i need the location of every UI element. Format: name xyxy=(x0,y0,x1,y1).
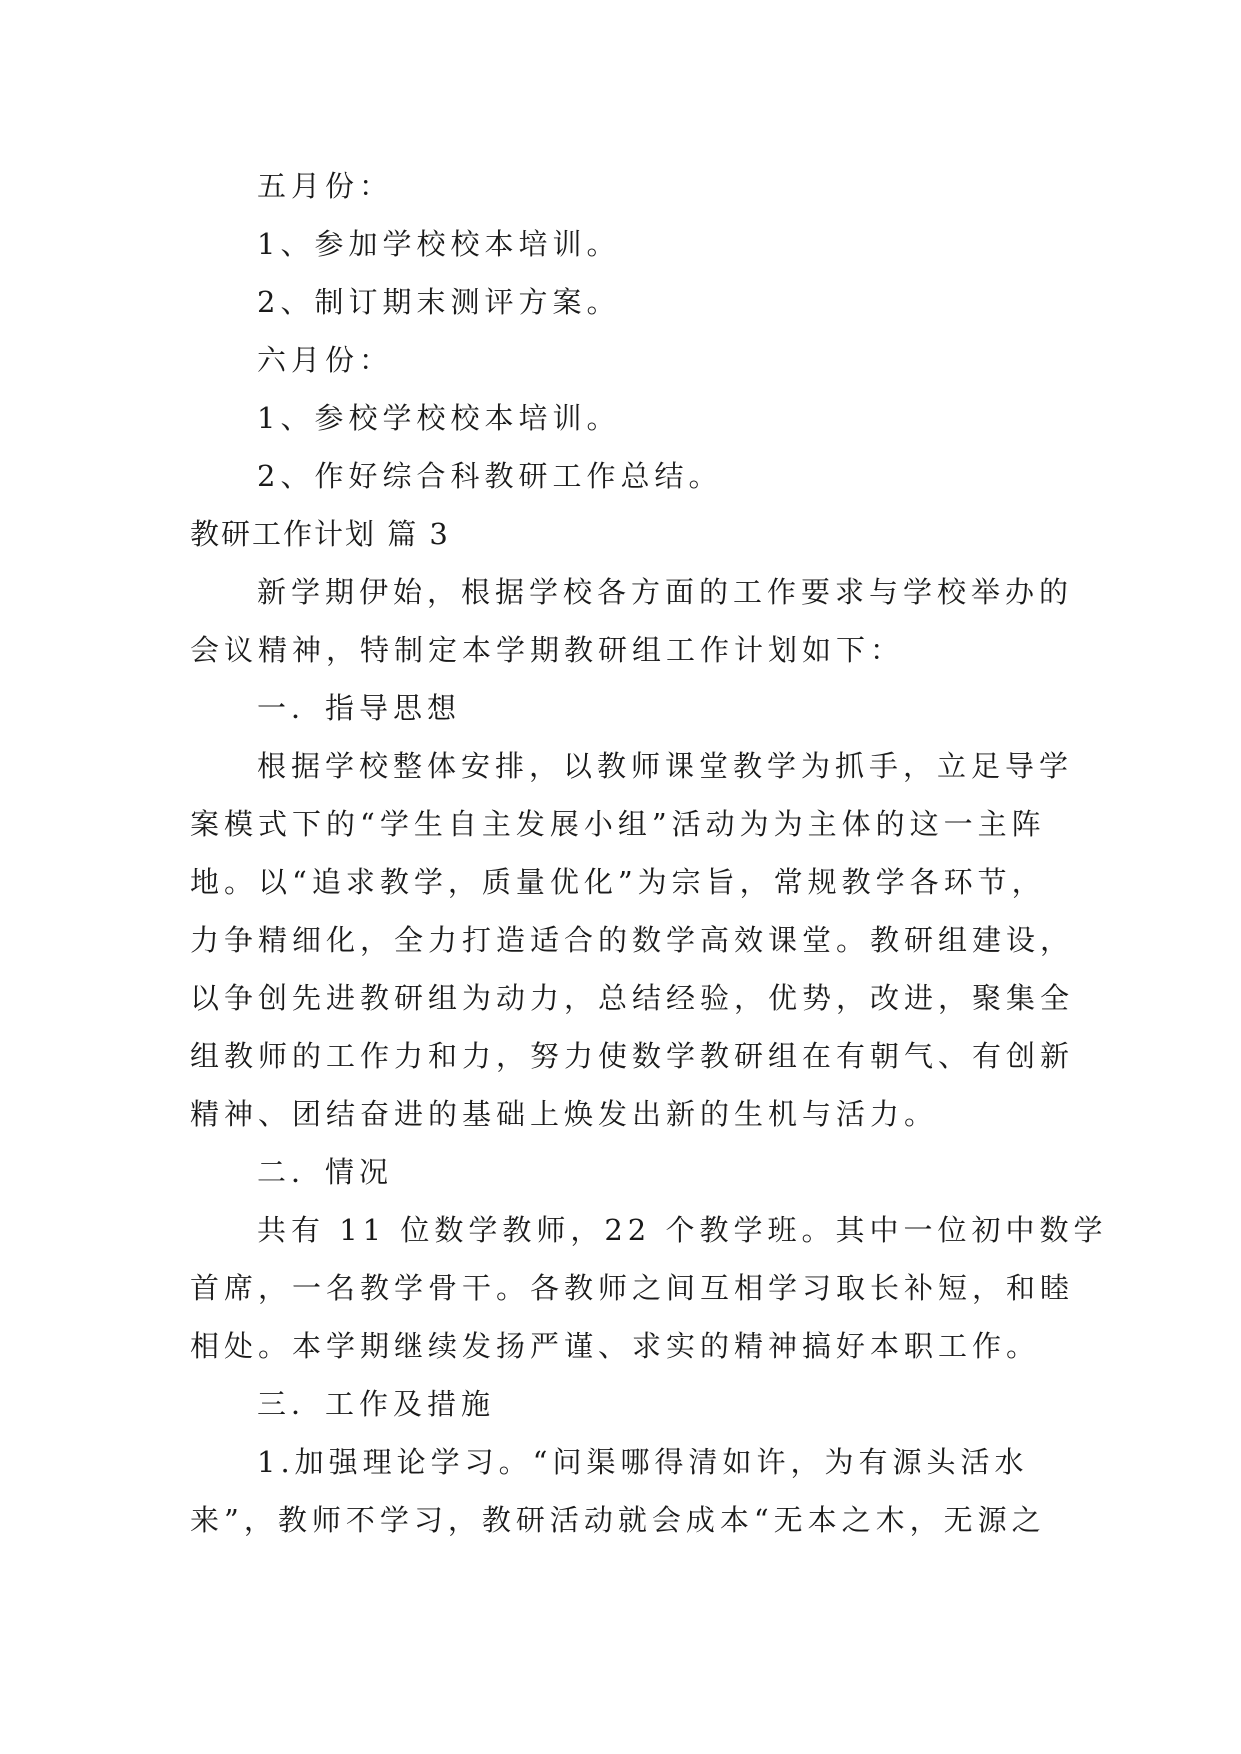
situation-paragraph-line-1: 共有 11 位数学教师，22 个教学班。其中一位初中数学 xyxy=(257,1213,1108,1247)
june-item-2: 2、作好综合科教研工作总结。 xyxy=(257,459,723,493)
heading-work-measures: 三．工作及措施 xyxy=(257,1387,496,1421)
measures-paragraph-line-2: 来”，教师不学习，教研活动就会成本“无本之木，无源之 xyxy=(190,1503,1046,1537)
guiding-paragraph-line-2: 案模式下的“学生自主发展小组”活动为为主体的这一主阵 xyxy=(190,807,1046,841)
may-item-2: 2、制订期末测评方案。 xyxy=(257,285,621,319)
may-item-1: 1、参加学校校本培训。 xyxy=(257,227,621,261)
guiding-paragraph-line-7: 精神、团结奋进的基础上焕发出新的生机与活力。 xyxy=(190,1097,939,1131)
intro-paragraph-line-2: 会议精神，特制定本学期教研组工作计划如下： xyxy=(190,633,905,667)
guiding-paragraph-line-3: 地。以“追求教学，质量优化”为宗旨，常规教学各环节， xyxy=(190,865,1046,899)
guiding-paragraph-line-1: 根据学校整体安排，以教师课堂教学为抓手，立足导学 xyxy=(257,749,1074,783)
intro-paragraph-line-1: 新学期伊始，根据学校各方面的工作要求与学校举办的 xyxy=(257,575,1074,609)
month-may-heading: 五月份： xyxy=(257,169,394,203)
heading-situation: 二．情况 xyxy=(257,1155,394,1189)
situation-paragraph-line-3: 相处。本学期继续发扬严谨、求实的精神搞好本职工作。 xyxy=(190,1329,1041,1363)
measures-paragraph-line-1: 1.加强理论学习。“问渠哪得清如许，为有源头活水 xyxy=(257,1445,1029,1479)
situation-paragraph-line-2: 首席，一名教学骨干。各教师之间互相学习取长补短，和睦 xyxy=(190,1271,1075,1305)
guiding-paragraph-line-5: 以争创先进教研组为动力，总结经验，优势，改进，聚集全 xyxy=(190,981,1075,1015)
guiding-paragraph-line-4: 力争精细化，全力打造适合的数学高效课堂。教研组建设， xyxy=(190,923,1075,957)
heading-guiding-thought: 一．指导思想 xyxy=(257,691,462,725)
section-title: 教研工作计划 篇 3 xyxy=(190,517,450,551)
guiding-paragraph-line-6: 组教师的工作力和力，努力使数学教研组在有朝气、有创新 xyxy=(190,1039,1075,1073)
month-june-heading: 六月份： xyxy=(257,343,394,377)
june-item-1: 1、参校学校校本培训。 xyxy=(257,401,621,435)
